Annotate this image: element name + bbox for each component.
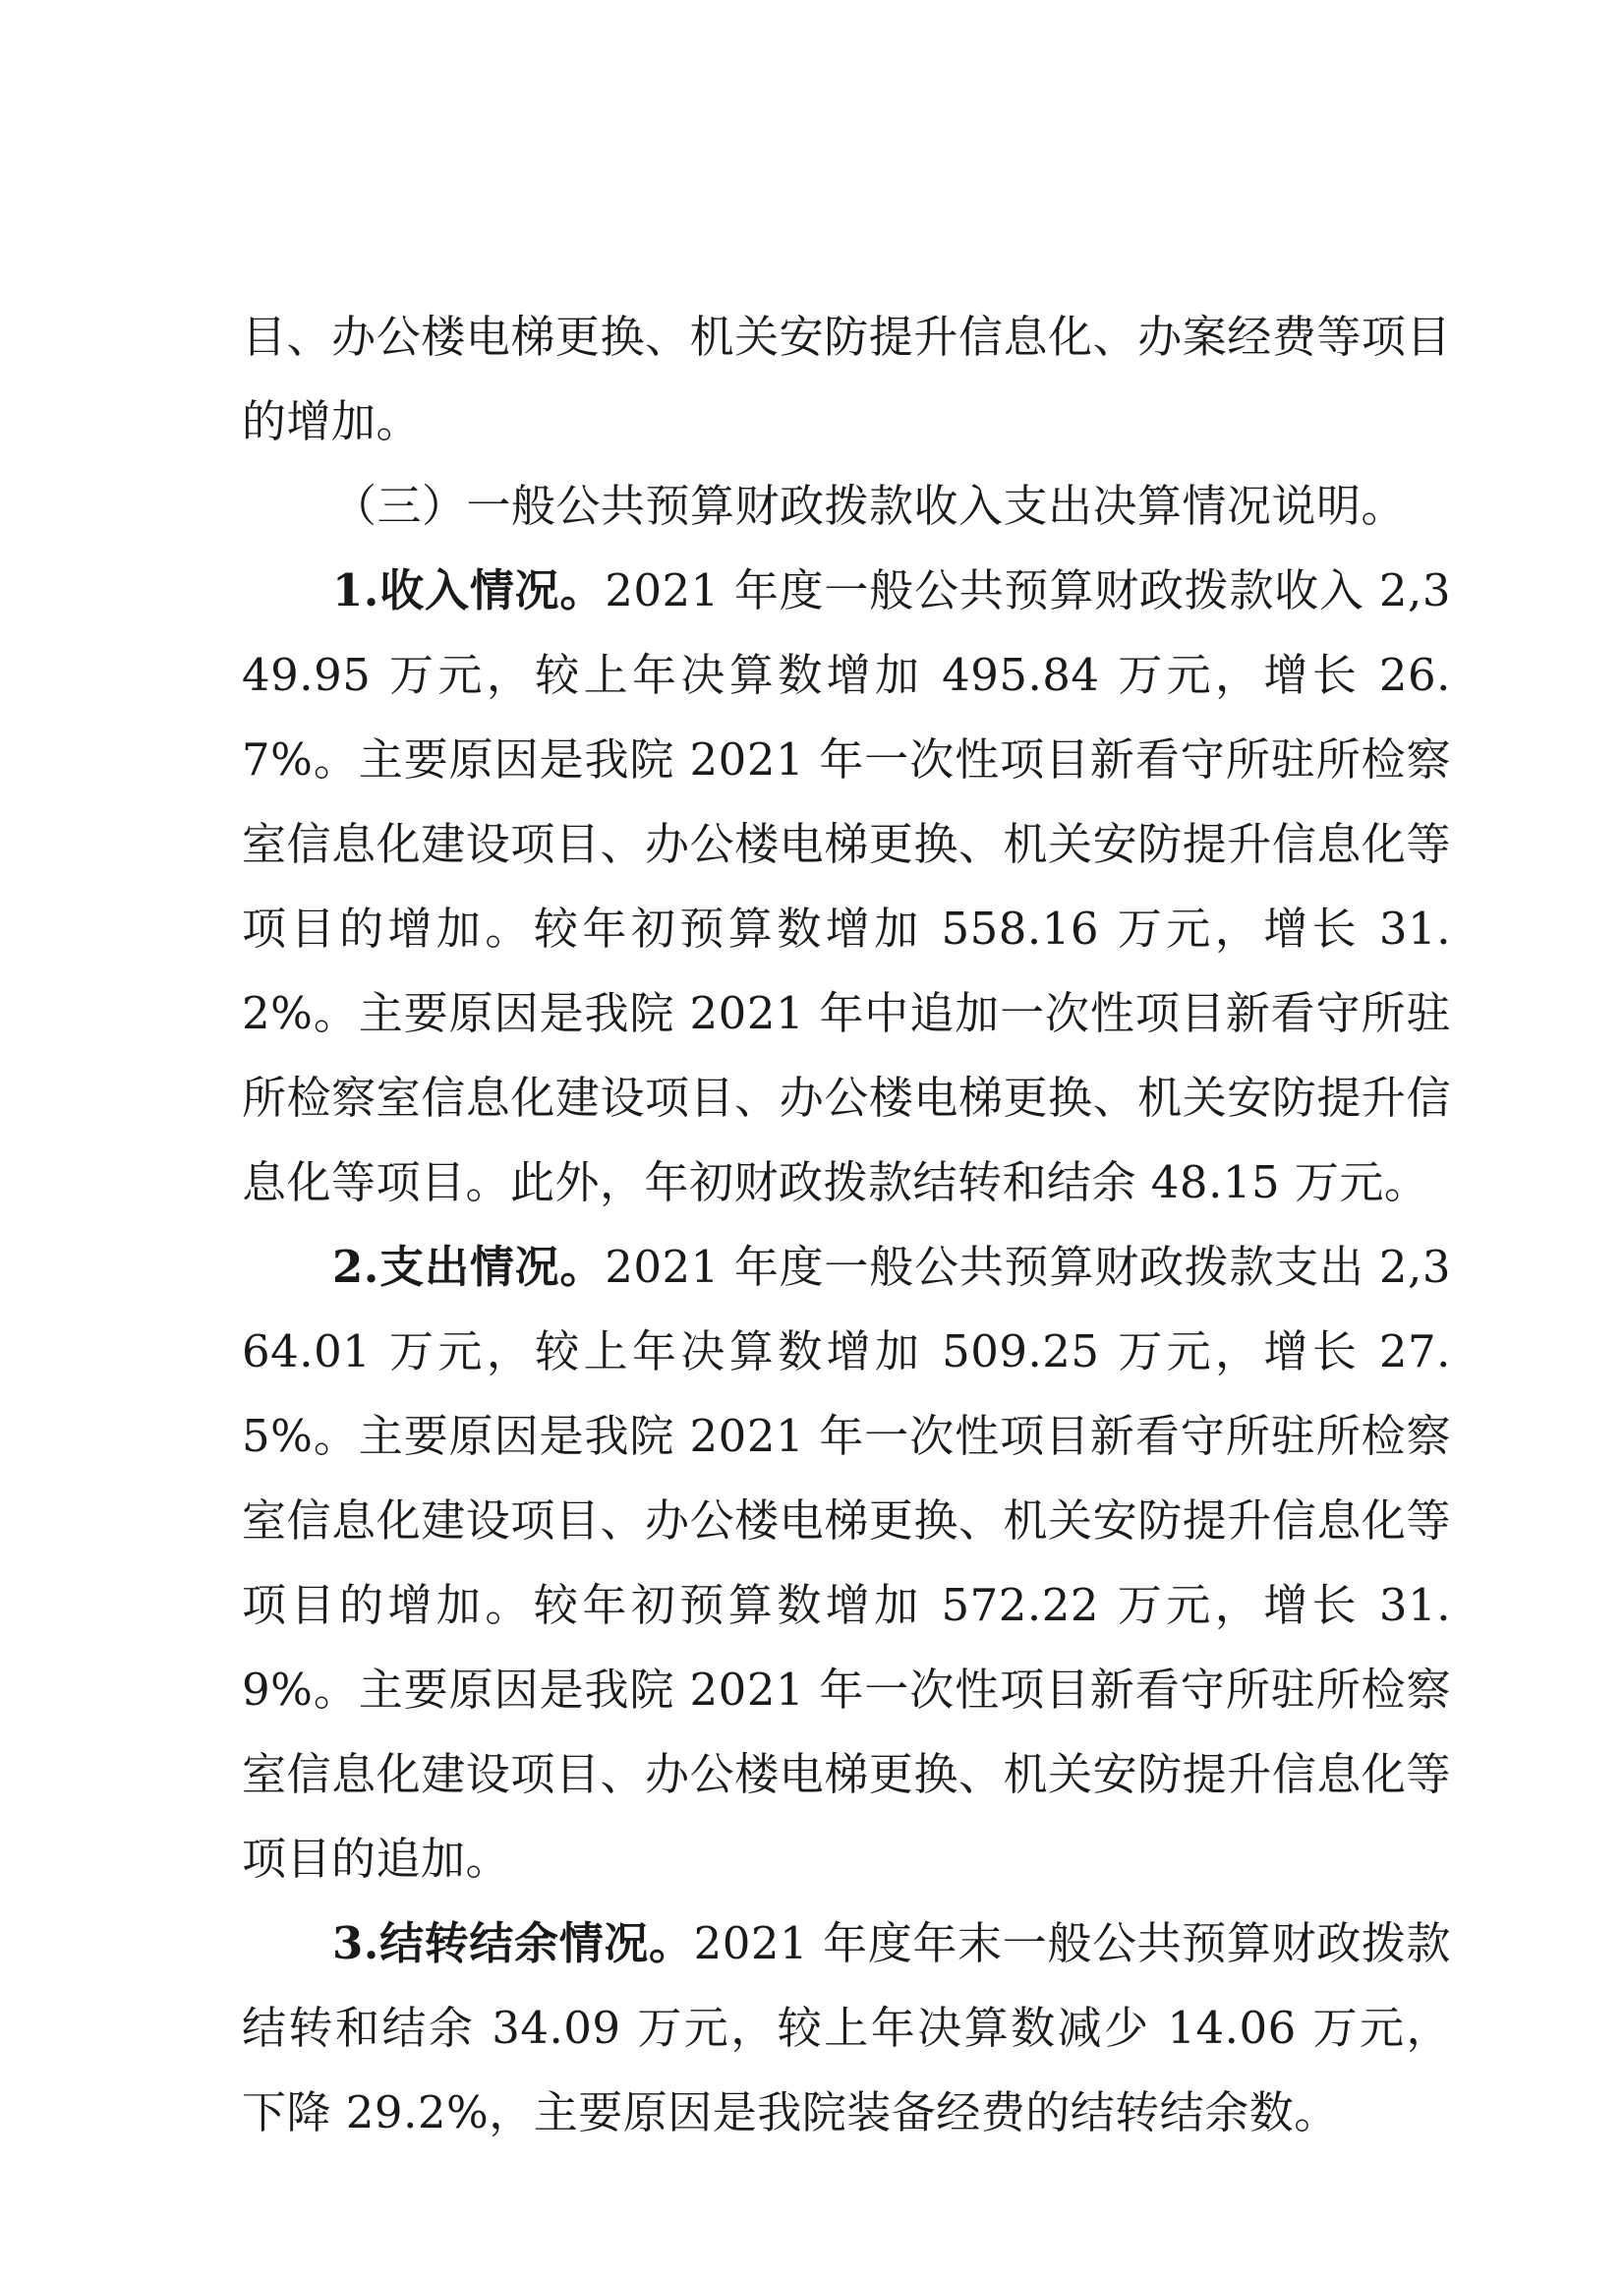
paragraph-expenditure bbox=[242, 1225, 1451, 1901]
paragraph-carryover bbox=[242, 1901, 1451, 2155]
paragraph-continuation: 目、办公楼电梯更换、机关安防提升信息化、办案经费等项目的增加。 bbox=[242, 311, 1451, 447]
income-body: 2021 年度一般公共预算财政拨款收入 2,349.95 万元，较上年决算数增加 495.84 万元，增长 26.7%。主要原因是我院 2021 年一次性项目新看守所驻所检察室信息化建设项目、办公楼电梯更换、机关安防提升信息化等项目的增加。较年初预算数增加 558.16 万元，增长 31.2%。主要原因是我院 2021 年中追加一次性项目新看守所驻所检察室信息化建设项目、办公楼电梯更换、机关安防提升信息化等项目。此外，年初财政拨款结转和结余 48.15 万元。 bbox=[242, 564, 1451, 1208]
document-body bbox=[242, 295, 1451, 2155]
carryover-body: 2021 年度年末一般公共预算财政拨款结转和结余 34.09 万元，较上年决算数减少 14.06 万元，下降 29.2%，主要原因是我院装备经费的结转结余数。 bbox=[242, 1917, 1451, 2138]
section-heading: （三）一般公共预算财政拨款收入支出决算情况说明。 bbox=[332, 480, 1407, 532]
expenditure-body: 2021 年度一般公共预算财政拨款支出 2,364.01 万元，较上年决算数增加 509.25 万元，增长 27.5%。主要原因是我院 2021 年一次性项目新看守所驻所检察室信息化建设项目、办公楼电梯更换、机关安防提升信息化等项目的增加。较年初预算数增加 572.22 万元，增长 31.9%。主要原因是我院 2021 年一次性项目新看守所驻所检察室信息化建设项目、办公楼电梯更换、机关安防提升信息化等项目的追加。 bbox=[242, 1241, 1451, 1885]
expenditure-heading: 2.支出情况。 bbox=[332, 1241, 606, 1293]
paragraph-income bbox=[242, 549, 1451, 1225]
income-heading: 1.收入情况。 bbox=[332, 564, 606, 616]
carryover-heading: 3.结转结余情况。 bbox=[332, 1917, 694, 1969]
